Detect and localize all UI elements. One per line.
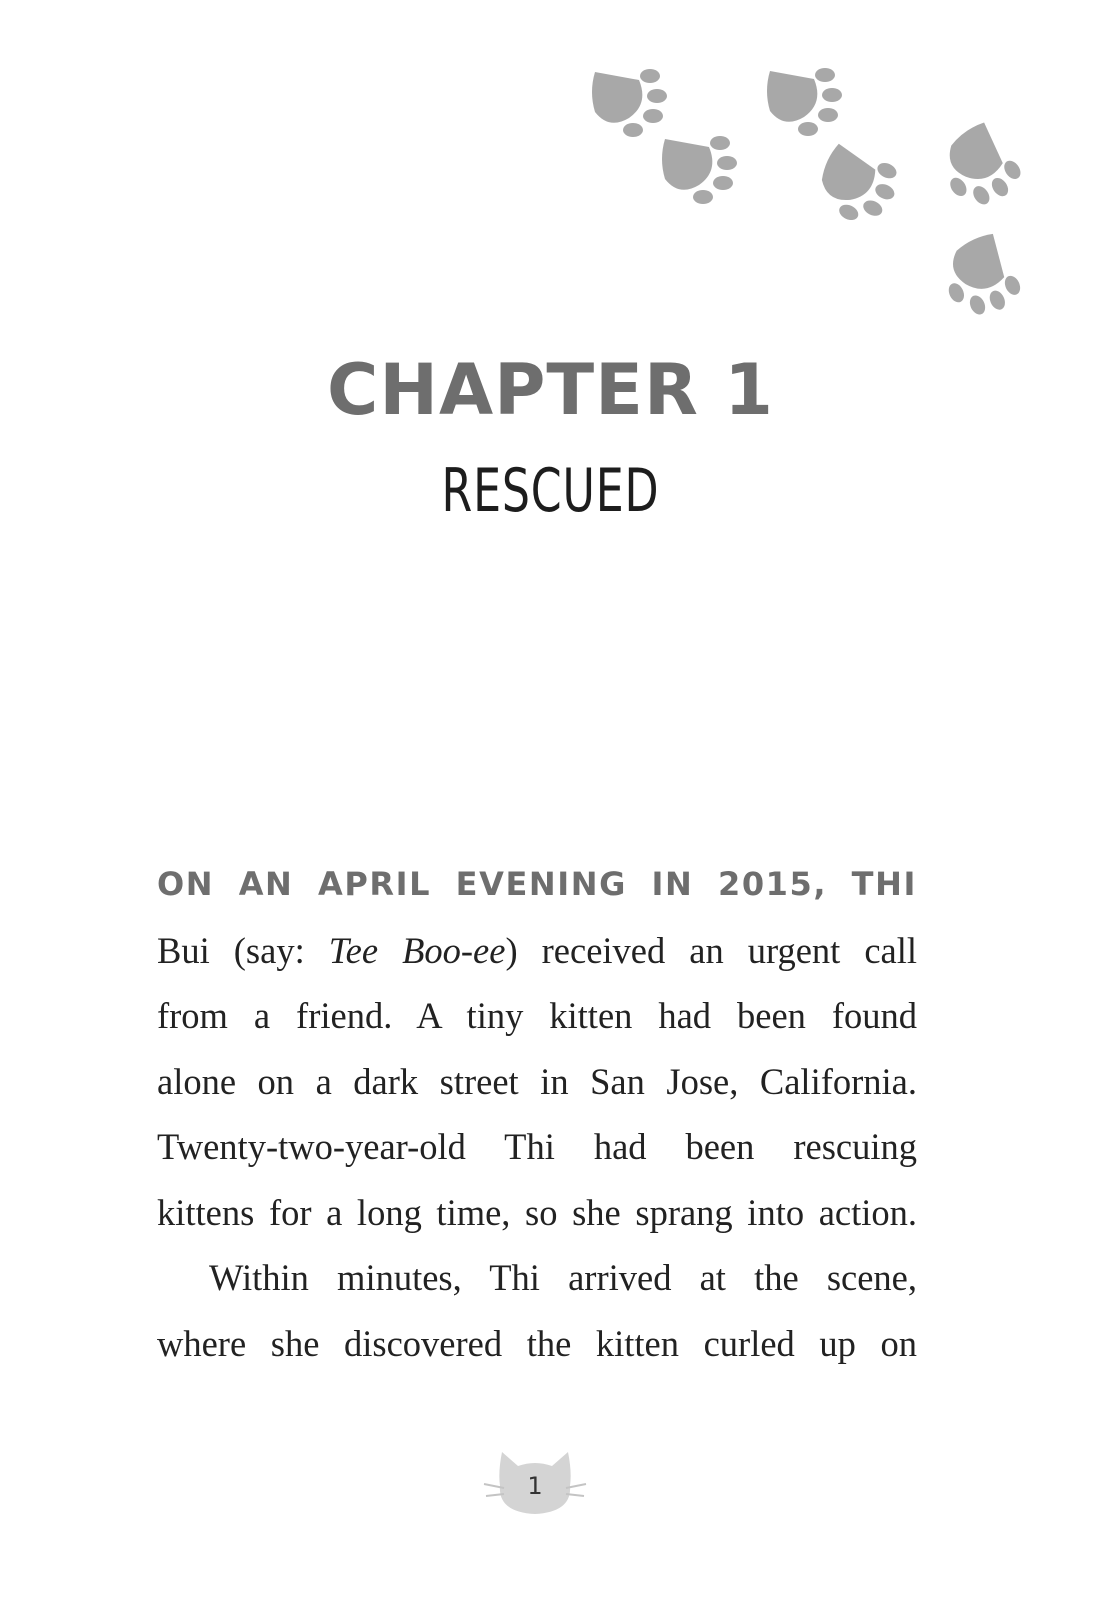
paw-print-icon xyxy=(662,136,737,204)
pronunciation: Tee Boo-ee xyxy=(328,929,506,971)
body-line: Twenty-two-year-old Thi had been rescuing xyxy=(157,1126,917,1167)
paw-print-icon xyxy=(767,68,842,136)
body-line: where she discovered the kitten curled up on xyxy=(157,1322,917,1364)
opening-line: ON AN APRIL EVENING IN 2015, THI xyxy=(157,865,917,903)
paw-print-icon xyxy=(592,69,667,137)
paw-prints-decoration xyxy=(0,0,1101,340)
chapter-number: CHAPTER 1 xyxy=(327,349,774,431)
paw-print-icon xyxy=(929,118,1028,218)
body-line: Bui (say: Tee Boo-ee) received an urgent call xyxy=(157,929,918,971)
body-line: from a friend. A tiny kitten had been found xyxy=(157,995,917,1036)
paw-print-icon xyxy=(933,230,1026,327)
page-number: 1 xyxy=(527,1472,543,1500)
paw-print-icon xyxy=(809,140,906,233)
body-line: alone on a dark street in San Jose, California. xyxy=(157,1060,917,1102)
page-footer xyxy=(0,1442,1101,1522)
body-text xyxy=(157,852,917,1376)
chapter-title: RESCUED xyxy=(441,456,660,526)
body-line: Within minutes, Thi arrived at the scene, xyxy=(209,1257,917,1298)
body-line: kittens for a long time, so she sprang into action. xyxy=(157,1191,917,1233)
